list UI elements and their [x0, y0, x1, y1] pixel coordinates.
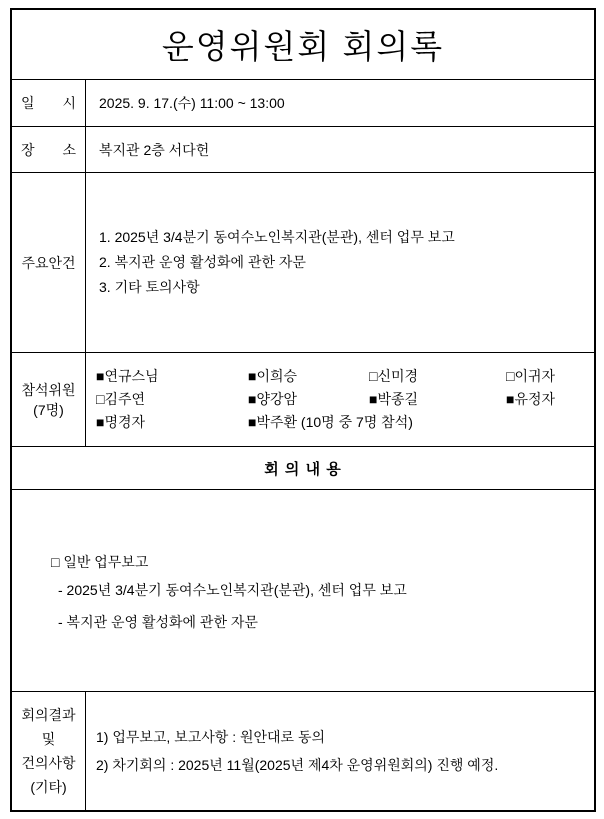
attendee-checkbox-item: □신미경: [369, 368, 419, 384]
content-body: [12, 490, 594, 691]
results-label-cell: [12, 692, 86, 810]
agenda-label: 주요안건: [21, 254, 76, 271]
agenda-item: 1. 2025년 3/4분기 동여수노인복지관(분관), 센터 업무 보고: [99, 229, 455, 245]
attendees-row: [12, 353, 594, 447]
attendees-list-cell: [86, 353, 594, 446]
place-value-cell: [86, 127, 594, 172]
place-value: 복지관 2층 서다헌: [99, 141, 210, 158]
attendee-checkbox-item: ■박주환 (10명 중 7명 참석): [248, 414, 413, 430]
attendee-checkbox-item: □김주연: [96, 391, 146, 407]
result-item: 1) 업무보고, 보고사항 : 원안대로 동의: [96, 729, 326, 745]
datetime-value: 2025. 9. 17.(수) 11:00 ~ 13:00: [99, 95, 285, 111]
content-item: - 2025년 3/4분기 동여수노인복지관(분관), 센터 업무 보고: [58, 582, 407, 598]
agenda-item: 3. 기타 토의사항: [99, 279, 200, 295]
results-label-line: 및: [41, 731, 56, 747]
content-header: 회 의 내 용: [264, 460, 342, 478]
place-row: [12, 127, 594, 173]
datetime-label: [12, 80, 86, 126]
results-row: [12, 692, 594, 810]
datetime-label-part2: 시: [62, 95, 76, 111]
content-header-row: [12, 447, 594, 490]
results-label-line: 회의결과: [21, 707, 76, 723]
place-label-part1: 장: [21, 141, 35, 158]
content-item: - 복지관 운영 활성화에 관한 자문: [58, 614, 258, 630]
place-label-part2: 소: [62, 141, 76, 158]
attendee-checkbox-item: ■명경자: [96, 414, 146, 430]
page-title: 운영위원회 회의록: [161, 28, 445, 65]
attendee-checkbox-item: ■박종길: [369, 391, 419, 407]
attendee-checkbox-item: □이귀자: [506, 368, 556, 384]
agenda-items-cell: [86, 173, 594, 352]
attendee-checkbox-item: ■유정자: [506, 391, 556, 407]
agenda-label-cell: [12, 173, 86, 352]
results-label-line: (기타): [30, 779, 67, 795]
meeting-minutes-table: [10, 8, 596, 812]
attendee-checkbox-item: ■이희승: [248, 368, 298, 384]
datetime-value-cell: [86, 80, 594, 126]
attendees-label: 참석위원: [21, 381, 76, 398]
title-row: [12, 10, 594, 80]
attendees-grid: [86, 365, 594, 434]
agenda-row: [12, 173, 594, 353]
agenda-item: 2. 복지관 운영 활성화에 관한 자문: [99, 254, 306, 270]
attendee-checkbox-item: ■연규스님: [96, 368, 159, 384]
attendees-count: (7명): [33, 401, 64, 418]
attendee-checkbox-item: ■양강암: [248, 391, 298, 407]
result-item: 2) 차기회의 : 2025년 11월(2025년 제4차 운영위원회의) 진행 예정.: [96, 757, 499, 773]
place-label: [12, 127, 86, 172]
content-item: □ 일반 업무보고: [51, 554, 149, 570]
attendees-label-cell: [12, 353, 86, 446]
datetime-label-part1: 일: [21, 95, 35, 111]
datetime-row: [12, 80, 594, 127]
results-label-line: 건의사항: [21, 755, 76, 771]
results-items-cell: [86, 692, 594, 810]
content-body-row: [12, 490, 594, 692]
